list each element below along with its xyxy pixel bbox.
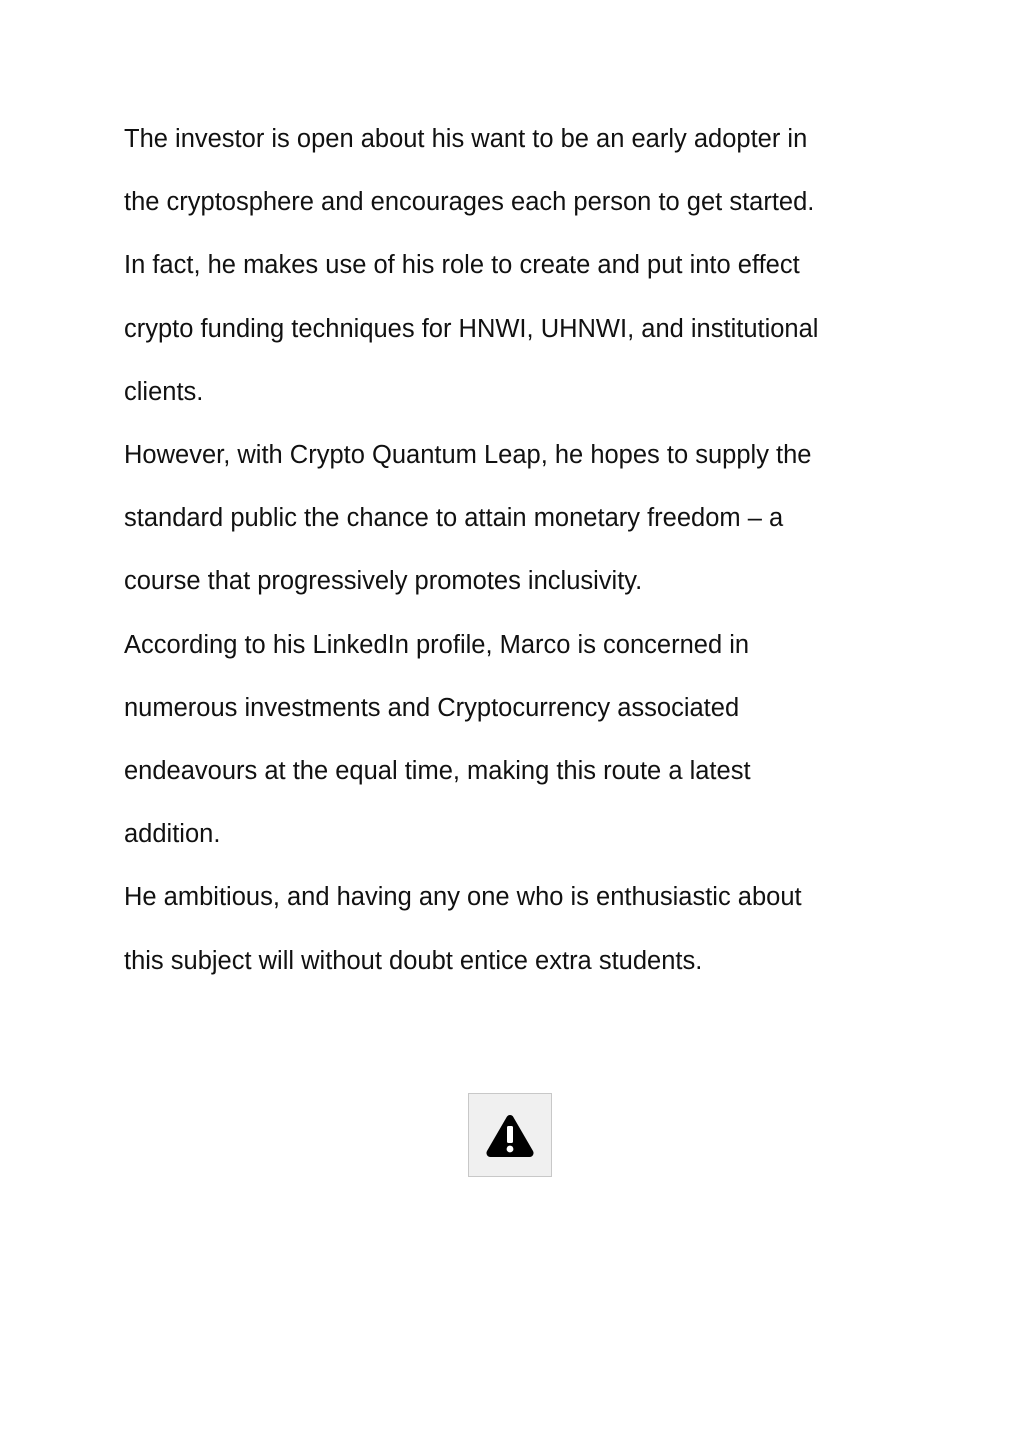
text-line: crypto funding techniques for HNWI, UHNWI, and institutional	[124, 314, 819, 343]
text-line: He ambitious, and having any one who is enthusiastic about	[124, 883, 802, 912]
text-line: However, with Crypto Quantum Leap, he hopes to supply the	[124, 441, 812, 470]
text-line: numerous investments and Cryptocurrency associated	[124, 693, 740, 722]
warning-icon	[485, 1113, 535, 1157]
text-line: endeavours at the equal time, making this route a latest	[124, 757, 751, 786]
text-line: In fact, he makes use of his role to create and put into effect	[124, 251, 800, 280]
text-line: According to his LinkedIn profile, Marco is concerned in	[124, 630, 750, 659]
text-line: clients.	[124, 377, 204, 406]
broken-image-placeholder	[468, 1093, 552, 1177]
text-line: addition.	[124, 820, 221, 849]
text-line: the cryptosphere and encourages each person to get started.	[124, 188, 815, 217]
text-line: course that progressively promotes inclusivity.	[124, 567, 643, 596]
document-text	[124, 108, 904, 993]
text-line: standard public the chance to attain monetary freedom – a	[124, 504, 784, 533]
text-line: this subject will without doubt entice extra students.	[124, 946, 703, 975]
text-line: The investor is open about his want to be an early adopter in	[124, 125, 808, 153]
